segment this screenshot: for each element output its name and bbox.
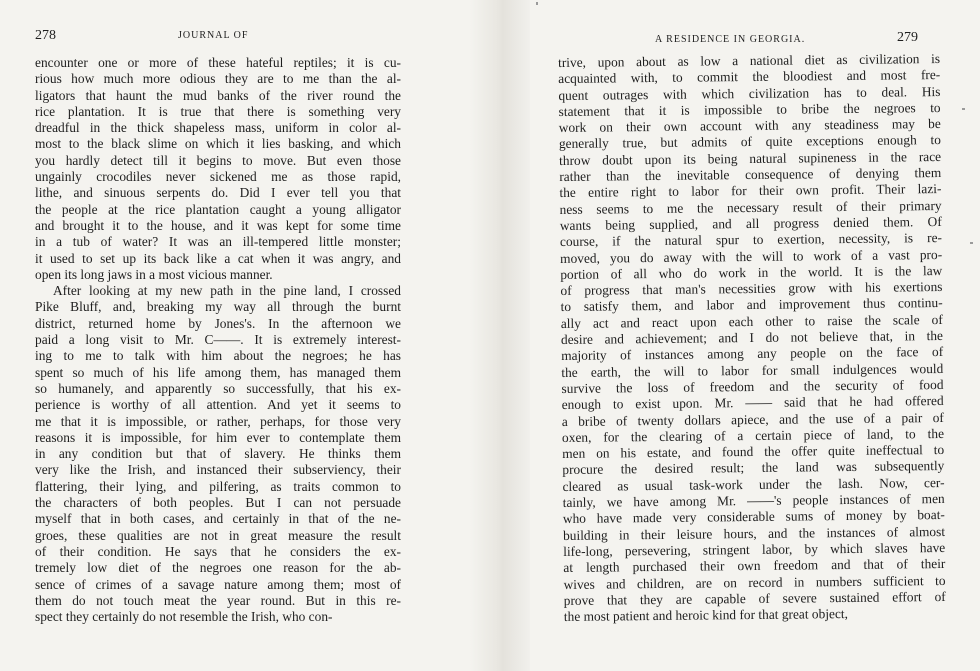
right-running-head: A RESIDENCE IN GEORGIA. [655, 34, 806, 45]
text-line: the entire right to labor for their own profit. Their lazi- [559, 181, 942, 201]
text-line: dreadful in the thick shapeless mass, uniform in color al- [35, 120, 401, 136]
right-page-header [530, 30, 980, 46]
text-line: so humanely, and apparently so successfully, that his ex- [35, 380, 401, 396]
text-line: survive the loss of freedom and the security of food [561, 376, 944, 396]
text-line: of progress that man's necessities grow with his exertions [560, 279, 943, 299]
text-line: them do not touch meat the year round. But in this re- [35, 592, 401, 608]
text-line: in a tub of water? It was an ill-tempered little monster; [35, 234, 401, 250]
text-line: ungainly crocodiles never sickened me as those rapid, [35, 169, 401, 185]
text-line: the people at the rice plantation caught a young alligator [35, 201, 401, 217]
text-line: prove that they are capable of severe sustained effort of [563, 588, 946, 608]
text-line: Pike Bluff, and, breaking my way all through the burnt [35, 299, 401, 315]
text-line: most to the black slime on which it lies basking, and which [35, 136, 401, 152]
right-page-body [558, 51, 946, 625]
book-gutter [470, 0, 530, 671]
text-line: who have made very considerable sums of money by boat- [562, 507, 945, 527]
text-line: rious how much more odious they are to me than the al- [35, 71, 401, 87]
text-line: the most patient and heroic kind for that great object, [563, 606, 849, 625]
text-line: ness seems to me the necessary result of their primary [559, 197, 942, 217]
text-line: the characters of both peoples. But I can not persuade [35, 495, 401, 511]
text-line: quent outrages with which civilization has to deal. His [558, 83, 941, 103]
text-line: After looking at my new path in the pine land, I crossed [53, 283, 401, 299]
text-line: procure the desired result; the land was subsequently [562, 458, 945, 478]
text-line: moved, you do away with the will to work of a vast pro- [560, 246, 943, 266]
text-line: paid a long visit to Mr. C——. It is extremely interest- [35, 332, 401, 348]
scan-mark-right-2 [970, 242, 973, 244]
text-line: ing to me to talk with him about the negroes; he has [35, 348, 401, 364]
left-running-head: JOURNAL OF [178, 30, 249, 41]
text-line: wives and children, are on record in numbers sufficient to [563, 572, 946, 592]
left-page [0, 0, 470, 671]
text-line: acquainted with, to commit the bloodiest and most fre- [558, 67, 941, 87]
text-line: throw doubt upon its being natural supineness in the race [559, 148, 942, 168]
text-line: a bribe of twenty dollars apiece, and the use of a pair of [561, 409, 944, 429]
text-line: myself that in both cases, and certainly in that of the ne- [35, 511, 401, 527]
text-line: groes, these qualities are not in great measure the result [35, 527, 401, 543]
text-line: enough to exist upon. Mr. —— said that he had offered [561, 393, 944, 413]
text-line: rice plantation. It is true that there is something very [35, 103, 401, 119]
text-line: tainly, we have among Mr. ——'s people instances of men [562, 490, 945, 510]
scan-mark-right-1 [962, 108, 965, 110]
text-line: portion of all who do work in the world. It is the law [560, 262, 943, 282]
text-line: and brought it to the house, and it was kept for some time [35, 217, 401, 233]
text-line: very like the Irish, and instanced their subserviency, their [35, 462, 401, 478]
text-line: course, if the natural spur to exertion, necessity, is re- [559, 230, 943, 250]
text-line: me that it is impossible, or rather, perhaps, for those very [35, 413, 401, 429]
text-line: sence of crimes of a savage nature among them; most of [35, 576, 401, 592]
text-line: cleared as usual task-work under the lash. Now, cer- [562, 474, 945, 494]
text-line: generally true, but admits of quite exceptions enough to [558, 132, 941, 152]
text-line: encounter one or more of these hateful reptiles; it is cu- [35, 55, 401, 70]
text-line: work on their own account with any steadiness may be [558, 116, 941, 136]
text-line: open its long jaws in a most vicious manner. [35, 266, 273, 282]
text-line: to satisfy them, and labor and improvement thus continu- [560, 295, 943, 315]
left-page-number: 278 [35, 28, 56, 43]
text-line: ligators that haunt the mud banks of the river round the [35, 87, 401, 103]
text-line: majority of instances among any people on the face of [561, 344, 944, 364]
text-line: flattering, their lying, and pilfering, as traits common to [35, 478, 401, 494]
text-line: rather than the inevitable consequence of denying them [559, 165, 942, 185]
text-line: the earth, the will to labor for small indulgences would [561, 360, 944, 380]
scan-mark-top [536, 2, 538, 5]
text-line: statement that it is impossible to bribe the negroes to [558, 99, 941, 119]
text-line: ally act and react upon each other to raise the scale of [560, 311, 943, 331]
text-line: perience is worthy of all attention. And yet it seems to [35, 397, 401, 413]
text-line: spect they certainly do not resemble the Irish, who con- [35, 609, 333, 625]
text-line: wants being supplied, and all progress denied them. Of [559, 213, 942, 233]
text-line: men on his estate, and found the offer quite ineffectual to [562, 442, 945, 462]
left-page-header [0, 30, 470, 46]
text-line: tremely low diet of the negroes one reason for the ab- [35, 560, 401, 576]
text-line: spent so much of his life among them, has managed them [35, 364, 401, 380]
text-line: at length purchased their own freedom and that of their [563, 556, 946, 576]
left-page-body [35, 55, 401, 625]
text-line: of their condition. He says that he considers the ex- [35, 543, 401, 559]
text-line: desire and achievement; and I do not believe that, in the [560, 328, 944, 348]
text-line: lithe, and sinuous serpents do. Did I ever tell you that [35, 185, 401, 201]
text-line: oxen, for the clearing of a certain piece of land, to the [561, 425, 945, 445]
right-page [530, 0, 980, 671]
text-line: reasons it is impossible, for him ever to contemplate them [35, 429, 401, 445]
text-line: trive, upon about as low a national diet as civilization is [558, 50, 941, 70]
text-line: district, returned home by Jones's. In the afternoon we [35, 315, 401, 331]
text-line: it used to set up its back like a cat when it was angry, and [35, 250, 401, 266]
text-line: you hardly detect till it begins to move. But even those [35, 152, 401, 168]
text-line: life-long, persevering, stringent labor, by which slaves have [563, 539, 946, 559]
right-page-number: 279 [897, 30, 918, 45]
text-line: in any condition but that of slavery. He thinks them [35, 446, 401, 462]
text-line: building in their leisure hours, and the instances of almost [562, 523, 946, 543]
